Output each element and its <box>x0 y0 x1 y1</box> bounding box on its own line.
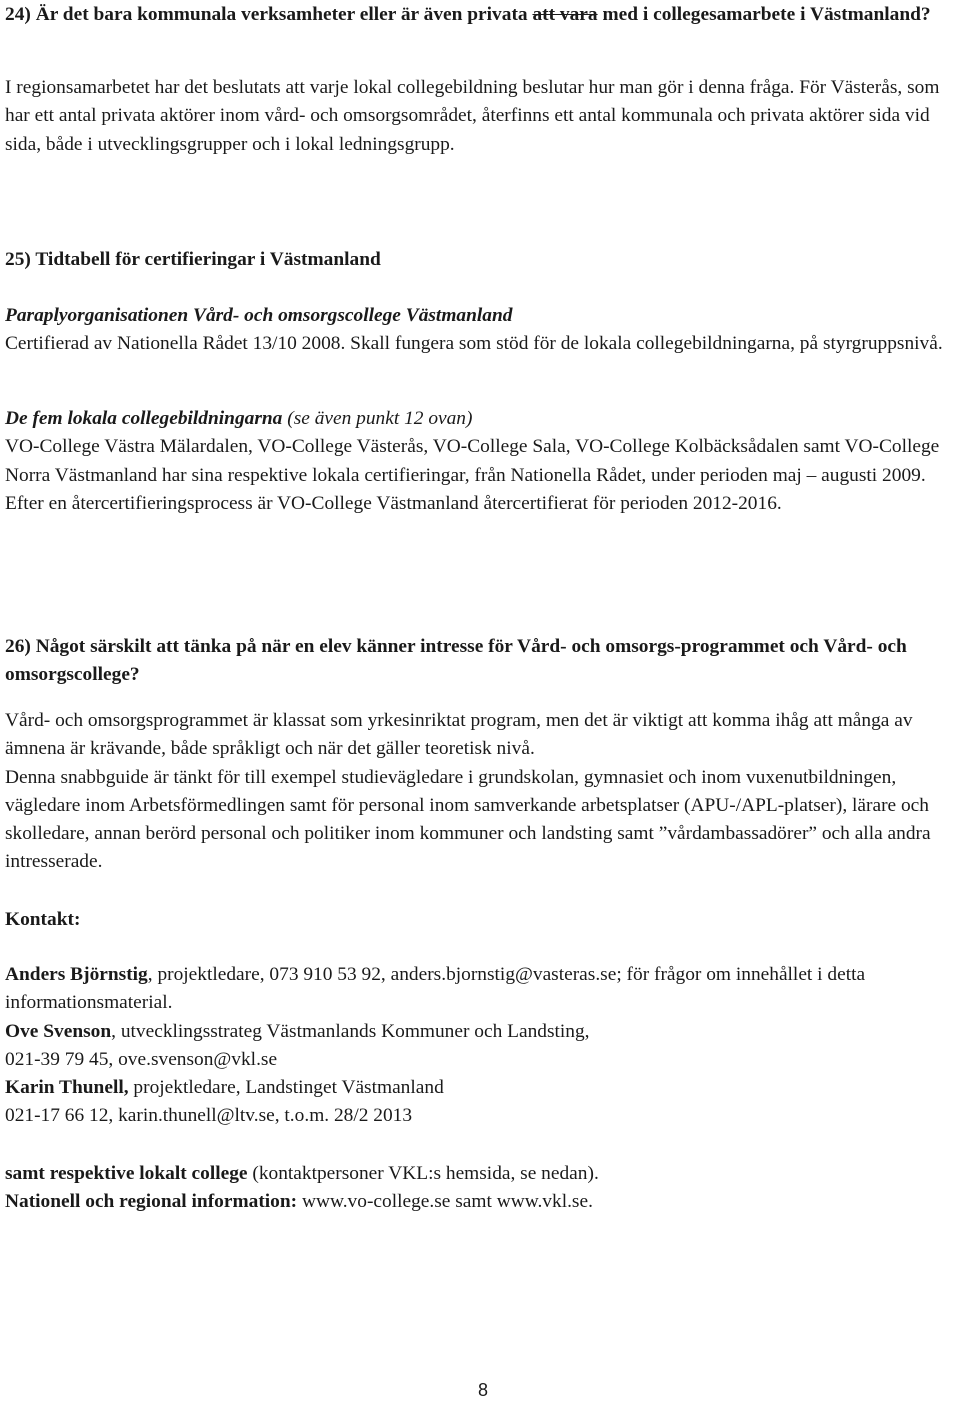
q24-struck-text: att vara <box>532 4 598 25</box>
recertification-text: Efter en återcertifieringsprocess är VO-College Västmanland återcertifierat för perioden 2012-2016. <box>5 492 782 514</box>
q25-umbrella-section <box>5 302 960 359</box>
local-college-contacts: samt respektive lokalt college (kontaktpersoner VKL:s hemsida, se nedan). <box>5 1163 599 1184</box>
contact-list <box>5 961 960 1131</box>
q26-heading: 26) Något särskilt att tänka på när en elev känner intresse för Vård- och omsorgs-programmet och Vård- och omsorgscollege? <box>5 636 907 686</box>
info-section <box>5 1160 960 1217</box>
contact-heading: Kontakt: <box>5 909 81 930</box>
local-title: De fem lokala collegebildningarna <box>5 408 283 429</box>
page-number: 8 <box>478 1380 489 1400</box>
contact-karin: Karin Thunell, projektledare, Landstinget Västmanland <box>5 1077 444 1099</box>
contact-anders: Anders Björnstig, projektledare, 073 910 53 92, anders.bjornstig@vasteras.se; för frågor om innehållet i detta informationsmaterial. <box>5 964 866 1014</box>
info-links: Nationell och regional information: www.vo-college.se samt www.vkl.se. <box>5 1191 593 1213</box>
contact-karin-details: 021-17 66 12, karin.thunell@ltv.se, t.o.m. 28/2 2013 <box>5 1105 413 1127</box>
contact-name: Anders Björnstig <box>5 964 148 985</box>
q25-local-section <box>5 405 960 518</box>
contact-name: Ove Svenson <box>5 1020 112 1042</box>
q24-answer: I regionsamarbetet har det beslutats att varje lokal collegebildning beslutar hur man gör i denna fråga. För Västerås, som har ett antal privata aktörer inom vård- och omsorgsområdet, återfinns ett antal kommunala och privata aktörer sida vid sida, både i utvecklingsgrupper och i lokal ledningsgrupp. <box>5 77 940 155</box>
q25-heading: 25) Tidtabell för certifieringar i Västmanland <box>5 249 381 270</box>
contact-ove: Ove Svenson, utvecklingsstrateg Västmanlands Kommuner och Landsting, <box>5 1020 590 1042</box>
contact-ove-details: 021-39 79 45, ove.svenson@vkl.se <box>5 1048 278 1070</box>
q26-answer <box>5 707 960 877</box>
q24-heading: 24) Är det bara kommunala verksamheter eller är även privata att vara med i collegesamarbete i Västmanland? <box>5 4 931 25</box>
umbrella-body: Certifierad av Nationella Rådet 13/10 2008. Skall fungera som stöd för de lokala collegebildningarna, på styrgruppsnivå. <box>5 333 943 355</box>
contact-name: Karin Thunell, <box>5 1077 129 1099</box>
local-body: VO-College Västra Mälardalen, VO-College Västerås, VO-College Sala, VO-College Kolbäcksådalen samt VO-College Norra Västmanland har sina respektive lokala certifieringar, från Nationella Rådet, under perioden maj – augusti 2009. <box>5 436 940 486</box>
q26-paragraph-2: Denna snabbguide är tänkt för till exempel studievägledare i grundskolan, gymnasiet och inom vuxenutbildningen, vägledare inom Arbetsförmedlingen samt för personal inom samverkande arbetsplatser (APU-/APL-platser), lärare och skolledare, annan berörd personal och politiker inom kommuner och landsting samt ”vårdambassadörer” och alla andra intresserade. <box>5 766 931 873</box>
umbrella-title: Paraplyorganisationen Vård- och omsorgscollege Västmanland <box>5 305 513 326</box>
q26-paragraph-1: Vård- och omsorgsprogrammet är klassat som yrkesinriktat program, men det är viktigt att komma ihåg att många av ämnena är krävande, både språkligt och när det gäller teoretisk nivå. <box>5 710 913 760</box>
local-note: (se även punkt 12 ovan) <box>282 408 473 429</box>
